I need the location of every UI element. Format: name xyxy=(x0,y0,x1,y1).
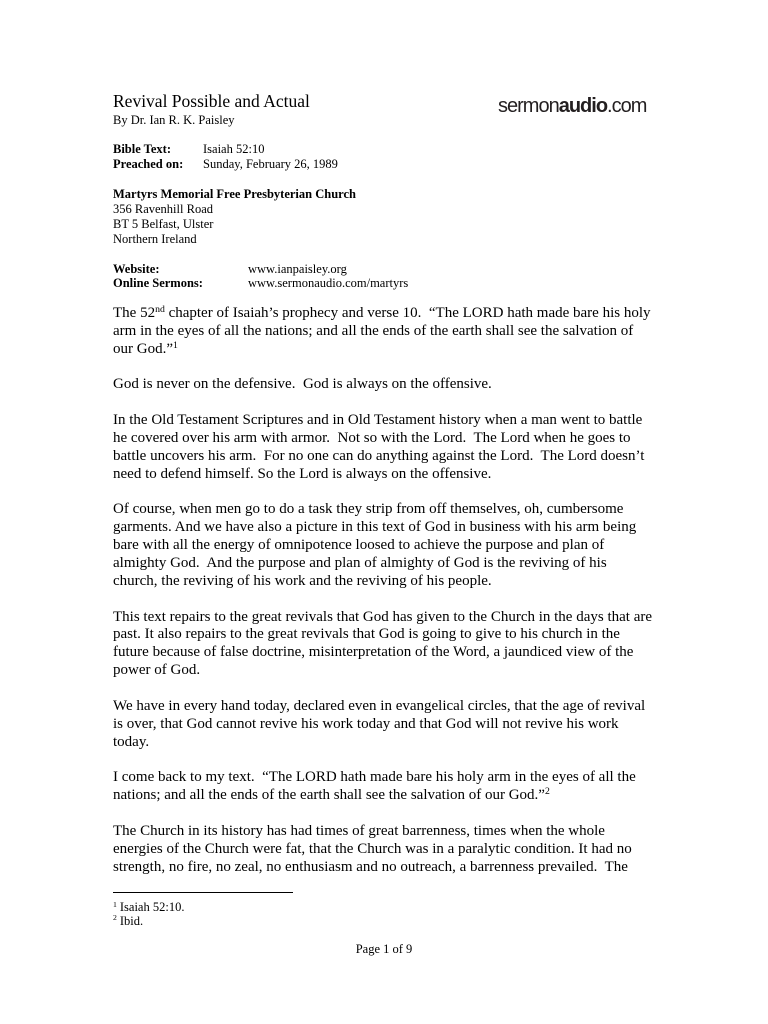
paragraph xyxy=(113,609,655,680)
text-segment: The 52 xyxy=(113,305,156,321)
bible-text-value: Isaiah 52:10 xyxy=(203,141,265,156)
paragraph xyxy=(113,501,655,590)
text-line: almighty God. And the purpose and plan of almighty of God is the reviving of his xyxy=(113,555,607,572)
sermonaudio-logo xyxy=(498,94,646,118)
document-title: Revival Possible and Actual xyxy=(113,91,310,111)
page-number: Page 1 of 9 xyxy=(355,942,413,956)
text-line: This text repairs to the great revivals that God has given to the Church in the days that are xyxy=(113,608,653,625)
footnote-ref: 2 xyxy=(544,786,550,798)
text-line: bare with all the energy of omnipotence loosed to achieve the purpose and plan of xyxy=(113,537,605,554)
sermon-body xyxy=(113,305,655,894)
preached-on-row xyxy=(113,157,633,172)
text-segment: chapter of Isaiah’s prophecy and verse 10. “The LORD hath made bare his holy xyxy=(164,305,651,321)
footnote-number: 1 xyxy=(113,899,117,909)
logo-text-bold: audio xyxy=(558,95,608,117)
footnote-text: Isaiah 52:10. xyxy=(119,900,185,914)
church-address-line: Northern Ireland xyxy=(113,231,197,246)
text-line xyxy=(113,305,655,323)
paragraph xyxy=(113,412,655,483)
online-sermons-url: www.sermonaudio.com/martyrs xyxy=(248,275,409,290)
text-segment: nations; and all the ends of the earth shall see the salvation of our God.” xyxy=(113,787,545,804)
text-line: The Church in its history has had times of great barrenness, times when the whole xyxy=(113,822,605,839)
paragraph xyxy=(113,769,655,805)
bible-text-label: Bible Text: xyxy=(113,141,171,156)
logo-text-regular: sermon xyxy=(498,95,559,117)
text-line: In the Old Testament Scriptures and in Old Testament history when a man went to battle xyxy=(113,412,643,429)
ordinal-superscript: nd xyxy=(155,304,165,316)
text-line: I come back to my text. “The LORD hath made bare his holy arm in the eyes of all the xyxy=(113,769,636,786)
text-line: power of God. xyxy=(113,662,201,679)
text-line: We have in every hand today, declared even in evangelical circles, that the age of revival xyxy=(113,697,646,714)
paragraph xyxy=(113,698,655,752)
footnotes xyxy=(113,901,184,928)
text-line: he covered over his arm with armor. Not so with the Lord. The Lord when he goes to xyxy=(113,430,631,447)
text-line: God is never on the defensive. God is always on the offensive. xyxy=(113,376,492,393)
preached-on-label: Preached on: xyxy=(113,156,184,171)
church-address-line: 356 Ravenhill Road xyxy=(113,201,213,216)
footnote-text: Ibid. xyxy=(119,913,144,928)
footnote-ref: 1 xyxy=(173,339,178,351)
text-line: energies of the Church were fat, that the Church was in a paralytic condition. It had no xyxy=(113,840,632,857)
preached-on-value: Sunday, February 26, 1989 xyxy=(203,156,338,171)
church-address-line: BT 5 Belfast, Ulster xyxy=(113,216,214,231)
text-segment: our God.” xyxy=(113,340,173,357)
text-line: need to defend himself. So the Lord is always on the offensive. xyxy=(113,465,492,482)
website-url: www.ianpaisley.org xyxy=(248,261,347,276)
logo-text-suffix: .com xyxy=(607,95,647,117)
online-sermons-row xyxy=(113,276,633,291)
footnote-separator xyxy=(113,892,293,893)
online-sermons-label: Online Sermons: xyxy=(113,275,203,290)
footnote-number: 2 xyxy=(113,913,117,923)
paragraph xyxy=(113,823,655,877)
text-line: is over, that God cannot revive his work today and that God will not revive his work xyxy=(113,715,619,732)
text-line xyxy=(113,787,655,805)
text-line: garments. And we have also a picture in this text of God in business with his arm being xyxy=(113,519,637,536)
paragraph xyxy=(113,376,655,394)
website-row xyxy=(113,262,633,277)
text-line: today. xyxy=(113,733,150,750)
bible-text-row xyxy=(113,142,633,157)
text-line: battle uncovers his arm. For no one can do anything against the Lord. The Lord doesn’t xyxy=(113,447,645,464)
text-line: past. It also repairs to the great revivals that God is going to give to his church in the xyxy=(113,626,620,643)
text-line: arm in the eyes of all the nations; and all the ends of the earth shall see the salvation of xyxy=(113,322,634,339)
paragraph xyxy=(113,305,655,359)
church-name: Martyrs Memorial Free Presbyterian Church xyxy=(113,186,356,201)
text-line: strength, no fire, no zeal, no enthusiasm and no outreach, a barrenness prevailed. The xyxy=(113,858,628,875)
footnote xyxy=(113,901,184,915)
website-label: Website: xyxy=(113,261,160,276)
text-line xyxy=(113,341,655,359)
text-line: Of course, when men go to do a task they strip from off themselves, oh, cumbersome xyxy=(113,501,624,518)
text-line: church, the reviving of his work and the reviving of his people. xyxy=(113,572,492,589)
author-byline: By Dr. Ian R. K. Paisley xyxy=(113,112,235,127)
footnote xyxy=(113,915,184,929)
text-line: future because of false doctrine, misinterpretation of the Word, a jaundiced view of the xyxy=(113,644,634,661)
